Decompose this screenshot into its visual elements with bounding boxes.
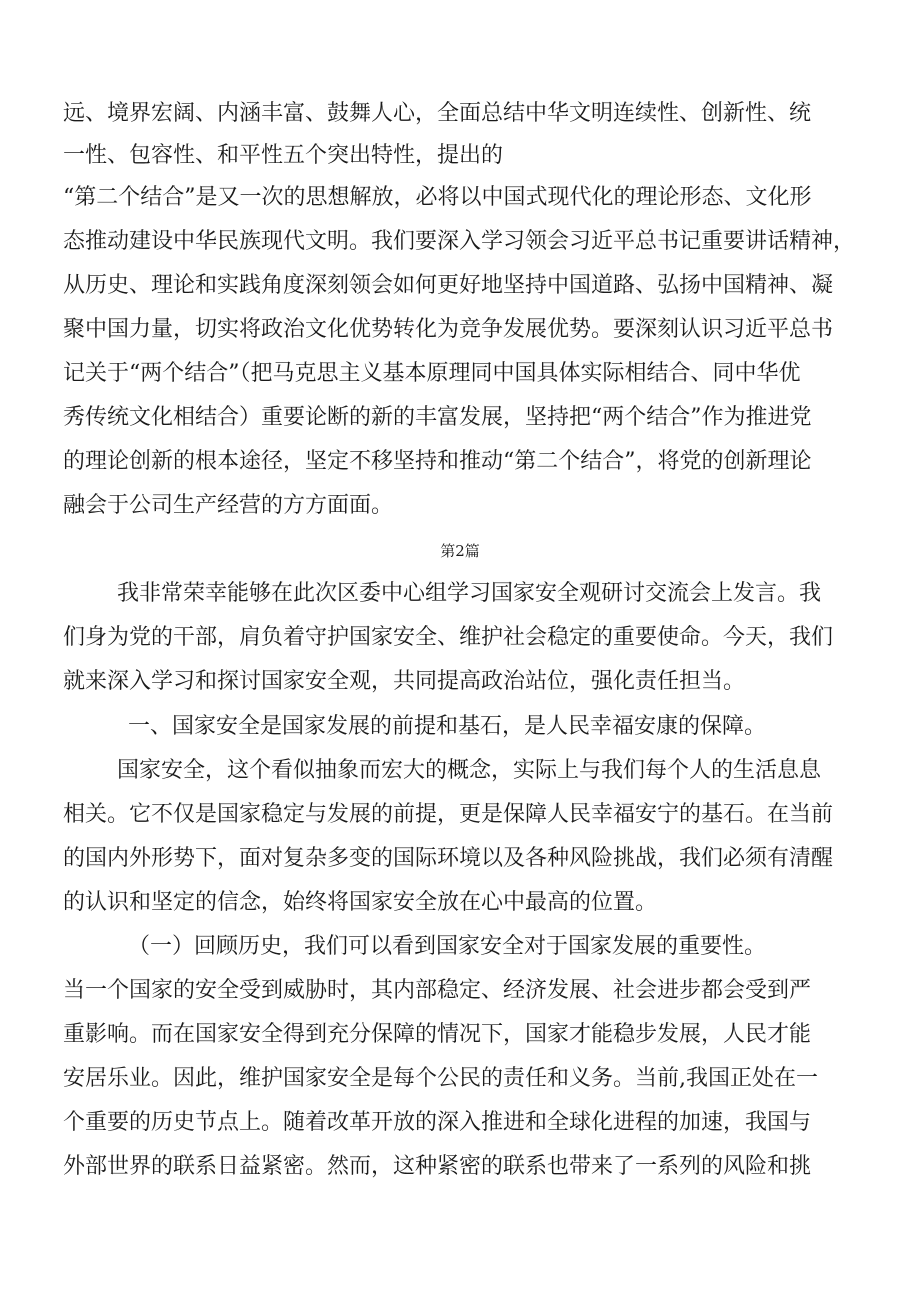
- text-line: 们身为党的干部，肩负着守护国家安全、维护社会稳定的重要使命。今天，我们: [63, 625, 834, 650]
- text-line: （一）回顾历史，我们可以看到国家安全对于国家发展的重要性。: [128, 934, 767, 959]
- text-line: 记关于“两个结合”（把马克思主义基本原理同中国具体实际相结合、同中华优: [63, 361, 801, 386]
- text-line: 聚中国力量，切实将政治文化优势转化为竞争发展优势。要深刻认识习近平总书: [63, 317, 834, 342]
- text-line: 相关。它不仅是国家稳定与发展的前提，更是保障人民幸福安宁的基石。在当前: [63, 802, 834, 827]
- text-line: 秀传统文化相结合）重要论断的新的丰富发展，坚持把“两个结合”作为推进党: [63, 405, 812, 430]
- text-line: 个重要的历史节点上。随着改革开放的深入推进和全球化进程的加速，我国与: [63, 1110, 812, 1135]
- text-line: 的国内外形势下，面对复杂多变的国际环境以及各种风险挑战，我们必须有清醒: [63, 846, 834, 871]
- text-line: 一、国家安全是国家发展的前提和基石，是人民幸福安康的保障。: [128, 714, 767, 739]
- text-line: 从历史、理论和实践角度深刻领会如何更好地坚持中国道路、弘扬中国精神、凝: [63, 273, 834, 298]
- text-line: 的理论创新的根本途径，坚定不移坚持和推动“第二个结合”，将党的创新理论: [63, 449, 812, 474]
- text-line: “第二个结合”是又一次的思想解放，必将以中国式现代化的理论形态、文化形: [63, 185, 812, 210]
- text-line: 外部世界的联系日益紧密。然而，这种紧密的联系也带来了一系列的风险和挑: [63, 1154, 812, 1179]
- text-line: 融会于公司生产经营的方方面面。: [63, 493, 394, 518]
- text-line: 一性、包容性、和平性五个突出特性，提出的: [63, 143, 504, 168]
- section-heading: 第2篇: [440, 542, 480, 560]
- text-line: 国家安全，这个看似抽象而宏大的概念，实际上与我们每个人的生活息息: [117, 758, 822, 783]
- text-line: 态推动建设中华民族现代文明。我们要深入学习领会习近平总书记重要讲话精神，: [63, 229, 856, 254]
- text-line: 重影响。而在国家安全得到充分保障的情况下，国家才能稳步发展，人民才能: [63, 1022, 812, 1047]
- text-line: 当一个国家的安全受到威胁时，其内部稳定、经济发展、社会进步都会受到严: [63, 978, 812, 1003]
- text-line: 我非常荣幸能够在此次区委中心组学习国家安全观研讨交流会上发言。我: [117, 581, 822, 606]
- text-line: 的认识和坚定的信念，始终将国家安全放在心中最高的位置。: [63, 890, 658, 915]
- text-line: 安居乐业。因此，维护国家安全是每个公民的责任和义务。当前,我国正处在一: [63, 1066, 818, 1091]
- text-line: 就来深入学习和探讨国家安全观，共同提高政治站位，强化责任担当。: [63, 669, 746, 694]
- text-line: 远、境界宏阔、内涵丰富、鼓舞人心，全面总结中华文明连续性、创新性、统: [63, 101, 812, 126]
